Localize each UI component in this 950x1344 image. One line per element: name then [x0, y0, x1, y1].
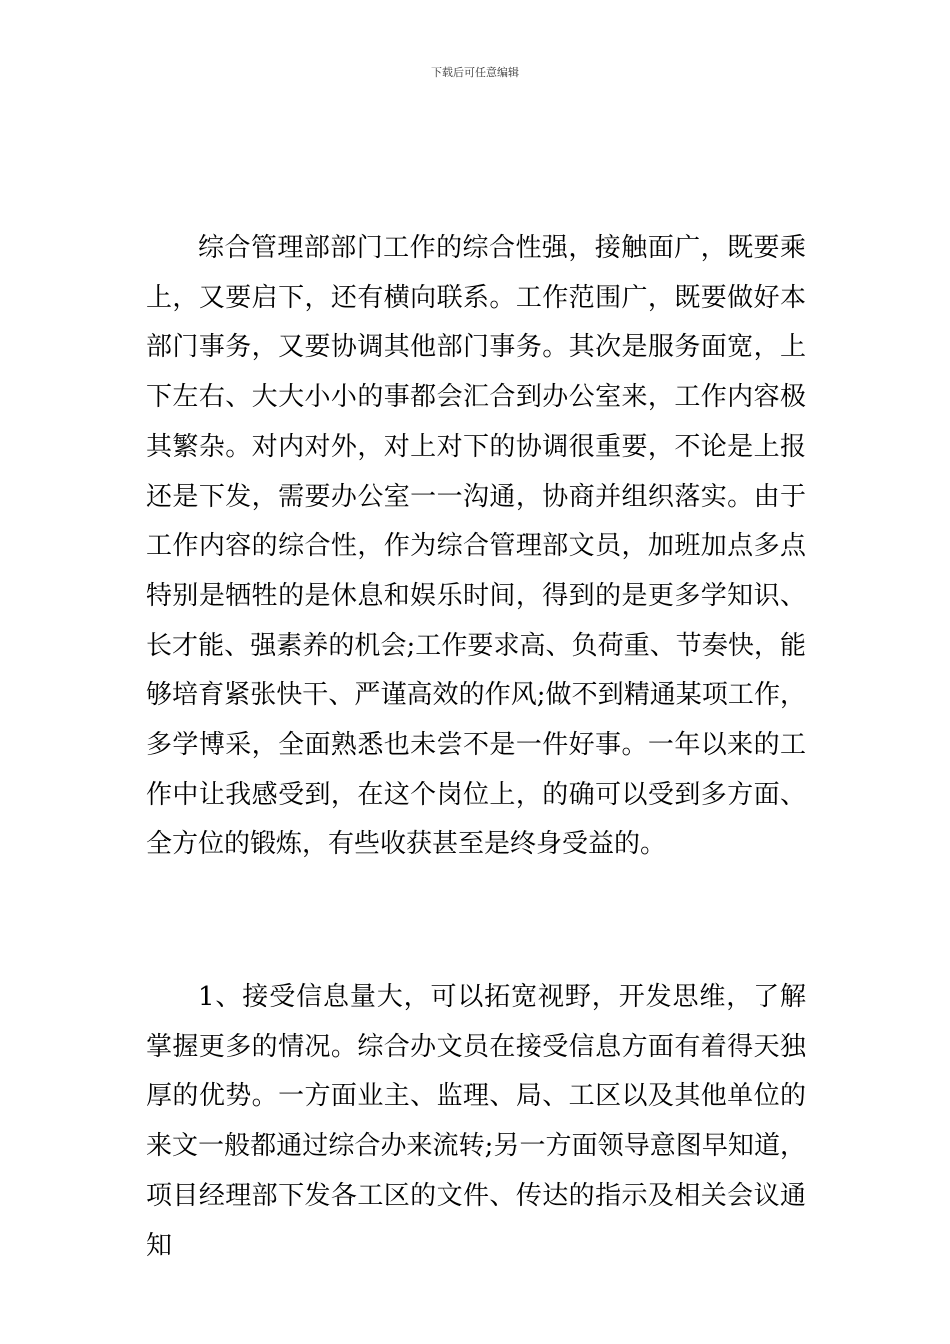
header-note: 下载后可任意编辑 [431, 66, 519, 79]
body-paragraph-1: 综合管理部部门工作的综合性强，接触面广，既要乘上，又要启下，还有横向联系。工作范围广，既要做好本部门事务，又要协调其他部门事务。其次是服务面宽，上下左右、大大小小的事都会汇合到办公室来，工作内容极其繁杂。对内对外，对上对下的协调很重要，不论是上报还是下发，需要办公室一一沟通，协商并组织落实。由于工作内容的综合性，作为综合管理部文员，加班加点多点特别是牺牲的是休息和娱乐时间，得到的是更多学知识、长才能、强素养的机会;工作要求高、负荷重、节奏快，能够培育紧张快干、严谨高效的作风;做不到精通某项工作，多学博采，全面熟悉也未尝不是一件好事。一年以来的工作中让我感受到，在这个岗位上，的确可以受到多方面、全方位的锻炼，有些收获甚至是终身受益的。 [146, 233, 806, 860]
body-paragraph-2: 1、接受信息量大，可以拓宽视野，开发思维，了解掌握更多的情况。综合办文员在接受信息方面有着得天独厚的优势。一方面业主、监理、局、工区以及其他单位的来文一般都通过综合办来流转;另一方面领导意图早知道，项目经理部下发各工区的文件、传达的指示及相关会议通知 [146, 982, 806, 1261]
